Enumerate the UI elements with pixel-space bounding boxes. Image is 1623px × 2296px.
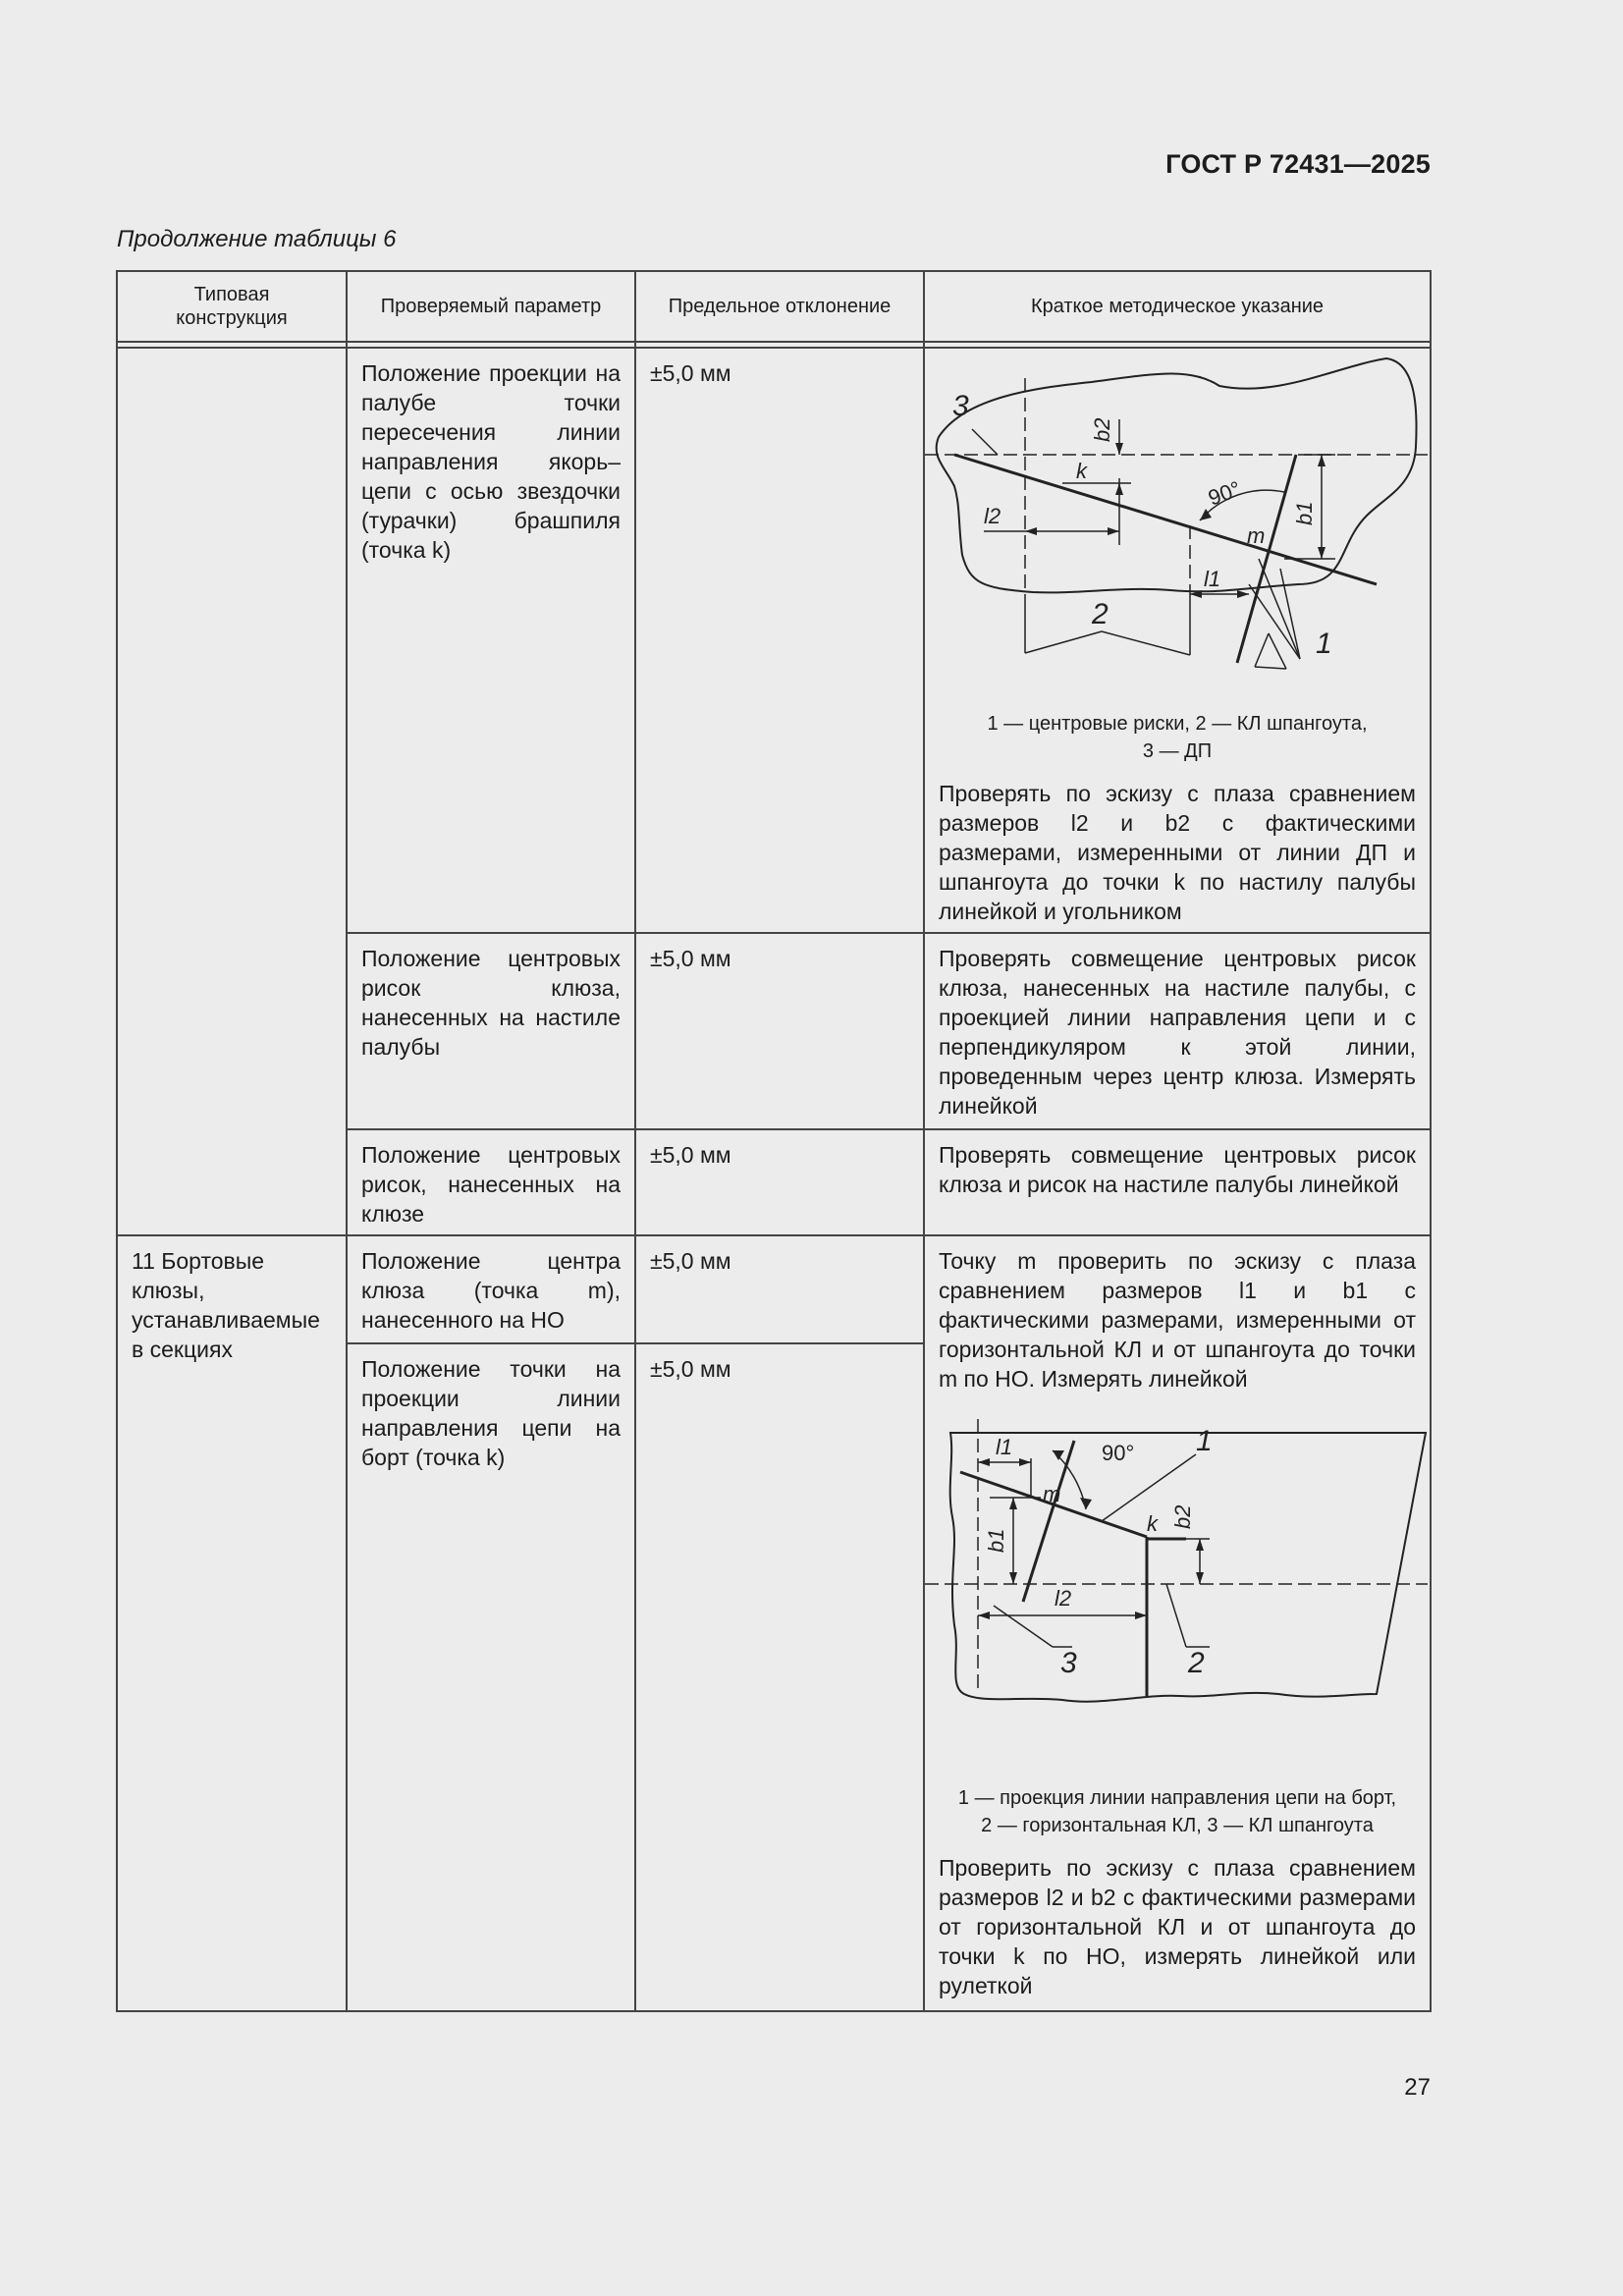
figure-label-b1: b1 <box>1292 501 1317 525</box>
figure-label-b1: b1 <box>984 1528 1008 1553</box>
figure-label-3: 3 <box>952 390 969 422</box>
parameter-cell <box>347 348 635 933</box>
deviation-text: ±5,0 мм <box>650 946 731 971</box>
figure-label-1: 1 <box>1316 628 1332 660</box>
figure-label-m: m <box>1043 1482 1061 1506</box>
figure-label-b2: b2 <box>1090 417 1114 442</box>
deck-outline <box>937 358 1417 592</box>
instruction-text: Проверять совмещение центровых рисок клюза, нанесенных на настиле палубы, с проекцией линии направления цепи и с перпендикуляром к этой линии, проведенным через центр клюза. Измерять линейкой <box>939 946 1416 1119</box>
column-header: Предельное отклонение <box>635 271 924 342</box>
parameters-table <box>116 270 1432 2012</box>
figure-label-2: 2 <box>1188 1647 1205 1679</box>
column-header <box>117 271 347 342</box>
deviation-text: ±5,0 мм <box>650 360 731 386</box>
instruction-cell <box>924 1129 1431 1235</box>
construction-cell-empty <box>117 348 347 1235</box>
parameter-cell <box>347 1129 635 1235</box>
figure-label-k: k <box>1076 459 1087 483</box>
figure-label-1: 1 <box>1196 1425 1213 1457</box>
parameter-cell <box>347 1343 635 2011</box>
instruction-text: Точку m проверить по эскизу с плаза сравнением размеров l1 и b1 с фактическими размерами, измеренными от горизонтальной КЛ и от шпангоута до точки m по НО. Измерять линейкой <box>939 1248 1416 1392</box>
instruction-cell <box>924 1235 1431 2011</box>
deck-hawse-figure <box>925 349 1428 710</box>
figure-label-b2: b2 <box>1170 1504 1195 1529</box>
deviation-cell <box>635 1129 924 1235</box>
figure-caption-line: 1 — центровые риски, 2 — КЛ шпангоута, <box>987 713 1368 735</box>
figure-caption <box>925 1784 1430 1839</box>
deviation-cell <box>635 1343 924 2011</box>
parameter-text: Положение точки на проекции линии направления цепи на борт (точка k) <box>361 1356 621 1470</box>
figure-label-angle: 90° <box>1205 475 1244 511</box>
figure-label-l1: l1 <box>1204 567 1221 591</box>
figure-label-angle: 90° <box>1102 1441 1135 1465</box>
instruction-text: Проверить по эскизу с плаза сравнением размеров l2 и b2 с фактическими размерами от горизонтальной КЛ и от шпангоута до точки k по НО, измерять линейкой или рулеткой <box>939 1855 1416 1998</box>
table-row <box>117 1235 1431 1343</box>
parameter-cell <box>347 1235 635 1343</box>
document-header: ГОСТ Р 72431—2025 <box>1165 149 1431 179</box>
parameter-text: Положение проекции на палубе точки пересечения линии направления якорь–цепи с осью звездочки (турачки) брашпиля (точка k) <box>361 360 621 563</box>
side-hawse-figure <box>925 1399 1428 1784</box>
column-header-construction: Типовая конструкция <box>176 284 288 329</box>
construction-text: 11 Бортовые клюзы, устанавливаемые в секциях <box>132 1248 320 1362</box>
figure-label-m: m <box>1247 523 1266 548</box>
instruction-text: Проверять по эскизу с плаза сравнением размеров l2 и b2 с фактическими размерами, измеренными от линии ДП и шпангоута до точки k по настилу палубы линейкой и угольником <box>939 781 1416 924</box>
deviation-text: ±5,0 мм <box>650 1142 731 1168</box>
figure-label-l2: l2 <box>984 504 1001 528</box>
figure-caption-line: 1 — проекция линии направления цепи на борт, <box>957 1787 1397 1809</box>
table-caption: Продолжение таблицы 6 <box>117 226 397 252</box>
figure-label-k: k <box>1147 1511 1158 1536</box>
deviation-text: ±5,0 мм <box>650 1248 731 1274</box>
figure-caption-line: 2 — горизонтальная КЛ, 3 — КЛ шпангоута <box>981 1815 1374 1836</box>
parameter-cell <box>347 933 635 1129</box>
figure-label-l2: l2 <box>1055 1586 1072 1611</box>
deviation-cell <box>635 348 924 933</box>
deviation-cell <box>635 1235 924 1343</box>
page-number: 27 <box>1404 2074 1431 2101</box>
parameter-text: Положение центровых рисок клюза, нанесенных на настиле палубы <box>361 946 621 1060</box>
construction-cell <box>117 1235 347 2011</box>
parameter-text: Положение центра клюза (точка m), нанесенного на НО <box>361 1248 621 1333</box>
table-header-row <box>117 271 1431 342</box>
deviation-cell <box>635 933 924 1129</box>
parameter-text: Положение центровых рисок, нанесенных на клюзе <box>361 1142 621 1227</box>
figure-label-2: 2 <box>1092 598 1109 630</box>
column-header: Проверяемый параметр <box>347 271 635 342</box>
figure-caption-line: 3 — ДП <box>1142 740 1213 762</box>
instruction-cell <box>924 348 1431 933</box>
instruction-cell <box>924 933 1431 1129</box>
instruction-text: Проверять совмещение центровых рисок клюза и рисок на настиле палубы линейкой <box>939 1142 1416 1197</box>
figure-caption <box>925 710 1430 765</box>
column-header: Краткое методическое указание <box>924 271 1431 342</box>
deviation-text: ±5,0 мм <box>650 1356 731 1382</box>
figure-label-3: 3 <box>1060 1647 1077 1679</box>
figure-label-l1: l1 <box>996 1435 1013 1459</box>
table-row <box>117 348 1431 933</box>
